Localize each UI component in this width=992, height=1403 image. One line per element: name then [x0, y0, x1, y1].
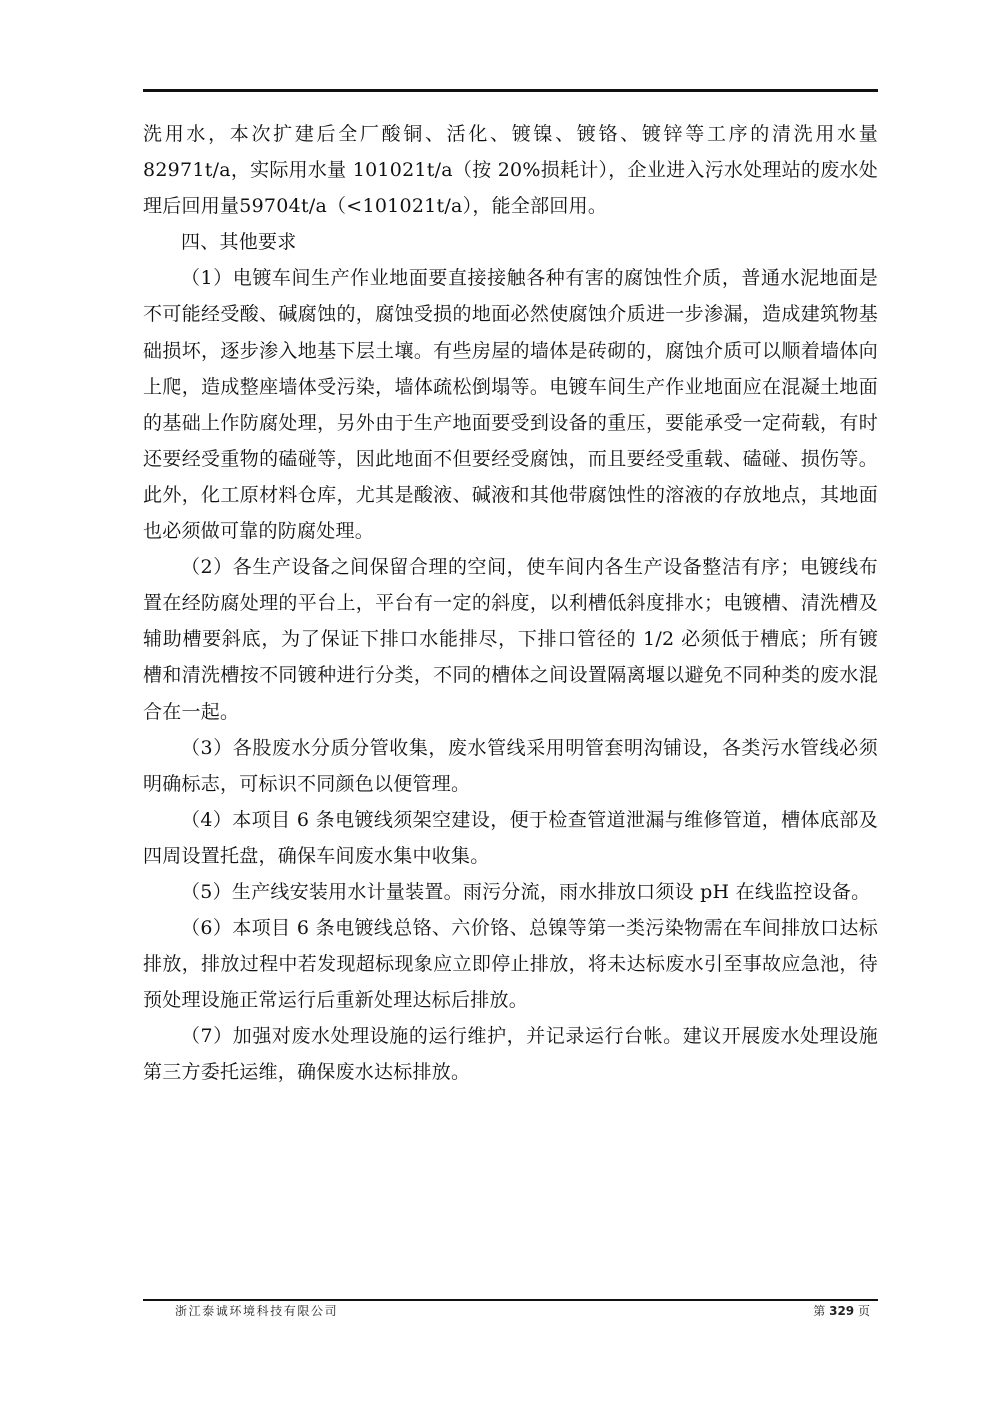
paragraph-continuation: 洗用水，本次扩建后全厂酸铜、活化、镀镍、镀铬、镀锌等工序的清洗用水量 82971t/a，实际用水量 101021t/a（按 20%损耗计），企业进入污水处理站的废水处理后回用量59704t/a（<101021t/a），能全部回用。	[143, 123, 878, 218]
paragraph-requirement-7: （7）加强对废水处理设施的运行维护，并记录运行台帐。建议开展废水处理设施第三方委托运维，确保废水达标排放。	[143, 1025, 878, 1084]
header-rule	[143, 89, 878, 92]
page-suffix: 页	[857, 1304, 870, 1318]
paragraph-requirement-6: （6）本项目 6 条电镀线总铬、六价铬、总镍等第一类污染物需在车间排放口达标排放，排放过程中若发现超标现象应立即停止排放，将未达标废水引至事故应急池，待预处理设施正常运行后重新处理达标后排放。	[143, 917, 878, 1012]
section-heading: 四、其他要求	[181, 231, 297, 254]
footer-company-name: 浙江泰诚环境科技有限公司	[175, 1304, 339, 1318]
page-prefix: 第	[813, 1304, 826, 1318]
paragraph-requirement-3: （3）各股废水分质分管收集，废水管线采用明管套明沟铺设，各类污水管线必须明确标志，可标识不同颜色以便管理。	[143, 736, 878, 795]
footer-rule	[143, 1299, 878, 1301]
footer-page-number	[813, 1303, 870, 1319]
document-body	[143, 116, 878, 1091]
paragraph-requirement-4: （4）本项目 6 条电镀线须架空建设，便于检查管道泄漏与维修管道，槽体底部及四周设置托盘，确保车间废水集中收集。	[143, 808, 878, 867]
paragraph-requirement-1: （1）电镀车间生产作业地面要直接接触各种有害的腐蚀性介质，普通水泥地面是不可能经受酸、碱腐蚀的，腐蚀受损的地面必然使腐蚀介质进一步渗漏，造成建筑物基础损坏，逐步渗入地基下层土壤。有些房屋的墙体是砖砌的，腐蚀介质可以顺着墙体向上爬，造成整座墙体受污染，墙体疏松倒塌等。电镀车间生产作业地面应在混凝土地面的基础上作防腐处理，另外由于生产地面要受到设备的重压，要能承受一定荷载，有时还要经受重物的磕碰等，因此地面不但要经受腐蚀，而且要经受重载、磕碰、损伤等。此外，化工原材料仓库，尤其是酸液、碱液和其他带腐蚀性的溶液的存放地点，其地面也必须做可靠的防腐处理。	[143, 267, 878, 543]
page-number: 329	[829, 1304, 855, 1318]
paragraph-requirement-5: （5）生产线安装用水计量装置。雨污分流，雨水排放口须设 pH 在线监控设备。	[181, 880, 871, 903]
paragraph-requirement-2: （2）各生产设备之间保留合理的空间，使车间内各生产设备整洁有序；电镀线布置在经防腐处理的平台上，平台有一定的斜度，以利槽低斜度排水；电镀槽、清洗槽及辅助槽要斜底，为了保证下排口水能排尽，下排口管径的 1/2 必须低于槽底；所有镀槽和清洗槽按不同镀种进行分类，不同的槽体之间设置隔离堰以避免不同种类的废水混合在一起。	[143, 556, 878, 723]
page-footer	[175, 1303, 870, 1319]
